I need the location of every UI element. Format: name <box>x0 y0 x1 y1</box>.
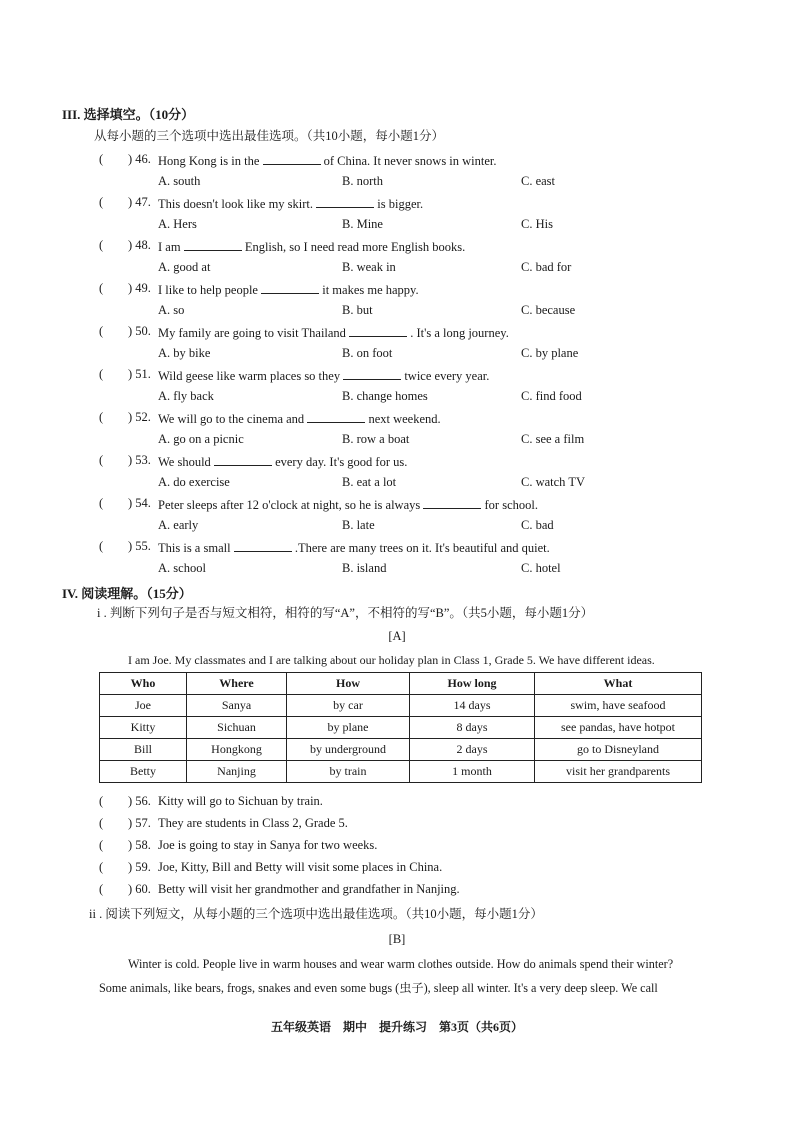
options-row <box>0 346 794 366</box>
question-number: ) 52. <box>128 410 151 424</box>
table-cell: by underground <box>287 739 410 761</box>
question-row <box>0 281 794 301</box>
options-row <box>0 303 794 323</box>
table-cell: 8 days <box>410 717 535 739</box>
options-row <box>0 174 794 194</box>
question-text-after: every day. It's good for us. <box>275 455 408 469</box>
question-text <box>158 410 441 427</box>
question-number: ) 56. <box>128 794 151 808</box>
tf-statement: Kitty will go to Sichuan by train. <box>158 794 323 808</box>
option-a: A. south <box>158 174 201 188</box>
answer-paren[interactable]: ( <box>99 195 104 209</box>
question-number: ) 58. <box>128 838 151 852</box>
question-text <box>158 539 550 556</box>
question-text-after: for school. <box>484 498 538 512</box>
table-cell: 2 days <box>410 739 535 761</box>
question-text-after: .There are many trees on it. It's beautiful and quiet. <box>294 541 550 555</box>
question-text <box>158 281 419 298</box>
answer-paren[interactable]: ( <box>99 539 104 553</box>
passage-b-label: [B] <box>388 932 406 946</box>
answer-blank <box>343 367 401 380</box>
tf-row <box>0 794 794 814</box>
question-text-before: We should <box>158 455 211 469</box>
option-b: B. north <box>342 174 383 188</box>
answer-blank <box>423 496 481 509</box>
option-a: A. school <box>158 561 206 575</box>
question-number: ) 54. <box>128 496 151 510</box>
answer-paren[interactable]: ( <box>99 238 104 252</box>
col-how: How <box>287 673 410 695</box>
question-text-before: Peter sleeps after 12 o'clock at night, so he is always <box>158 498 421 512</box>
table-cell: 1 month <box>410 761 535 783</box>
options-row <box>0 518 794 538</box>
question-text <box>158 496 538 513</box>
question-text-before: We will go to the cinema and <box>158 412 305 426</box>
question-row <box>0 539 794 559</box>
question-text-before: Wild geese like warm places so they <box>158 369 341 383</box>
option-b: B. island <box>342 561 387 575</box>
table-row <box>100 717 702 739</box>
answer-paren[interactable]: ( <box>99 324 104 338</box>
question-text <box>158 238 465 255</box>
option-b: B. row a boat <box>342 432 410 446</box>
question-row <box>0 238 794 258</box>
question-number: ) 50. <box>128 324 151 338</box>
answer-paren[interactable]: ( <box>99 367 104 381</box>
option-c: C. east <box>521 174 556 188</box>
question-text-before: My family are going to visit Thailand <box>158 326 346 340</box>
tf-row <box>0 860 794 880</box>
question-row <box>0 453 794 473</box>
tf-statement: They are students in Class 2, Grade 5. <box>158 816 348 830</box>
option-b: B. change homes <box>342 389 428 403</box>
option-c: C. by plane <box>521 346 579 360</box>
question-text-after: of China. It never snows in winter. <box>323 154 497 168</box>
col-what: What <box>535 673 702 695</box>
passage-a-intro: I am Joe. My classmates and I are talking about our holiday plan in Class 1, Grade 5. We have different ideas. <box>128 653 655 667</box>
option-c: C. see a film <box>521 432 585 446</box>
col-how-long: How long <box>410 673 535 695</box>
option-c: C. because <box>521 303 576 317</box>
table-row <box>100 739 702 761</box>
option-a: A. early <box>158 518 199 532</box>
tf-row <box>0 882 794 902</box>
table-cell: Sichuan <box>187 717 287 739</box>
answer-blank <box>307 410 365 423</box>
options-row <box>0 260 794 280</box>
option-b: B. Mine <box>342 217 383 231</box>
question-text-after: twice every year. <box>404 369 490 383</box>
option-a: A. do exercise <box>158 475 230 489</box>
table-cell: Betty <box>100 761 187 783</box>
answer-blank <box>316 195 374 208</box>
question-text <box>158 152 497 169</box>
question-text <box>158 367 489 384</box>
option-c: C. bad <box>521 518 554 532</box>
passage-a-label: [A] <box>388 629 406 643</box>
holiday-plan-table <box>99 672 702 783</box>
question-row <box>0 152 794 172</box>
table-cell: by plane <box>287 717 410 739</box>
option-b: B. late <box>342 518 375 532</box>
question-text-after: next weekend. <box>368 412 441 426</box>
answer-paren[interactable]: ( <box>99 281 104 295</box>
tf-statement: Joe is going to stay in Sanya for two weeks. <box>158 838 378 852</box>
answer-blank <box>263 152 321 165</box>
tf-statement: Betty will visit her grandmother and grandfather in Nanjing. <box>158 882 460 896</box>
table-header-row <box>100 673 702 695</box>
answer-blank <box>184 238 242 251</box>
table-cell: Kitty <box>100 717 187 739</box>
question-text <box>158 453 407 470</box>
table-cell: by car <box>287 695 410 717</box>
table-cell: by train <box>287 761 410 783</box>
answer-paren[interactable]: ( <box>99 794 104 808</box>
part2-instruction: ii . 阅读下列短文，从每小题的三个选项中选出最佳选项。（共10小题，每小题1分） <box>89 907 543 921</box>
question-text-before: Hong Kong is in the <box>158 154 260 168</box>
option-b: B. eat a lot <box>342 475 397 489</box>
question-number: ) 48. <box>128 238 151 252</box>
question-number: ) 59. <box>128 860 151 874</box>
question-text-before: I am <box>158 240 181 254</box>
question-text-before: This is a small <box>158 541 231 555</box>
table-cell: Hongkong <box>187 739 287 761</box>
col-who: Who <box>100 673 187 695</box>
question-text-after: is bigger. <box>377 197 424 211</box>
section4-title: IV. 阅读理解。（15分） <box>62 586 192 601</box>
option-c: C. watch TV <box>521 475 585 489</box>
table-cell: swim, have seafood <box>535 695 702 717</box>
table-cell: visit her grandparents <box>535 761 702 783</box>
option-c: C. bad for <box>521 260 572 274</box>
table-cell: Bill <box>100 739 187 761</box>
question-row <box>0 367 794 387</box>
option-c: C. His <box>521 217 553 231</box>
question-text-after: . It's a long journey. <box>410 326 509 340</box>
table-row <box>100 761 702 783</box>
option-c: C. hotel <box>521 561 561 575</box>
tf-row <box>0 816 794 836</box>
table-cell: 14 days <box>410 695 535 717</box>
answer-blank <box>234 539 292 552</box>
answer-paren[interactable]: ( <box>99 410 104 424</box>
question-row <box>0 195 794 215</box>
passage-b-line1: Winter is cold. People live in warm houses and wear warm clothes outside. How do animals spend their winter? <box>128 957 674 971</box>
options-row <box>0 389 794 409</box>
question-row <box>0 410 794 430</box>
answer-blank <box>214 453 272 466</box>
question-text <box>158 324 509 341</box>
answer-paren[interactable]: ( <box>99 496 104 510</box>
table-cell: Sanya <box>187 695 287 717</box>
options-row <box>0 432 794 452</box>
question-number: ) 60. <box>128 882 151 896</box>
option-b: B. weak in <box>342 260 396 274</box>
question-number: ) 57. <box>128 816 151 830</box>
question-number: ) 49. <box>128 281 151 295</box>
table-row <box>100 695 702 717</box>
question-number: ) 46. <box>128 152 151 166</box>
answer-paren[interactable]: ( <box>99 453 104 467</box>
option-c: C. find food <box>521 389 582 403</box>
option-b: B. on foot <box>342 346 393 360</box>
table-cell: Joe <box>100 695 187 717</box>
passage-b-line2: Some animals, like bears, frogs, snakes and even some bugs (虫子), sleep all winter. It's a very deep sleep. We call <box>99 981 658 995</box>
question-number: ) 51. <box>128 367 151 381</box>
page-footer: 五年级英语 期中 提升练习 第3页（共6页） <box>270 1020 523 1034</box>
options-row <box>0 561 794 581</box>
option-b: B. but <box>342 303 373 317</box>
answer-blank <box>261 281 319 294</box>
options-row <box>0 217 794 237</box>
part1-instruction: i . 判断下列句子是否与短文相符，相符的写“A”，不相符的写“B”。（共5小题，每小题1分） <box>97 606 594 620</box>
question-number: ) 47. <box>128 195 151 209</box>
question-number: ) 55. <box>128 539 151 553</box>
option-a: A. fly back <box>158 389 214 403</box>
answer-paren[interactable]: ( <box>99 882 104 896</box>
options-row <box>0 475 794 495</box>
question-row <box>0 496 794 516</box>
table-cell: Nanjing <box>187 761 287 783</box>
answer-blank <box>349 324 407 337</box>
question-text-after: it makes me happy. <box>322 283 419 297</box>
option-a: A. by bike <box>158 346 211 360</box>
answer-paren[interactable]: ( <box>99 860 104 874</box>
table-cell: go to Disneyland <box>535 739 702 761</box>
option-a: A. go on a picnic <box>158 432 244 446</box>
question-row <box>0 324 794 344</box>
tf-statement: Joe, Kitty, Bill and Betty will visit some places in China. <box>158 860 443 874</box>
col-where: Where <box>187 673 287 695</box>
question-number: ) 53. <box>128 453 151 467</box>
question-text-before: I like to help people <box>158 283 258 297</box>
section3-instruction: 从每小题的三个选项中选出最佳选项。（共10小题，每小题1分） <box>94 129 445 143</box>
question-text-before: This doesn't look like my skirt. <box>158 197 314 211</box>
option-a: A. good at <box>158 260 211 274</box>
question-text-after: English, so I need read more English books. <box>244 240 466 254</box>
option-a: A. so <box>158 303 185 317</box>
table-cell: see pandas, have hotpot <box>535 717 702 739</box>
option-a: A. Hers <box>158 217 197 231</box>
question-text <box>158 195 423 212</box>
answer-paren[interactable]: ( <box>99 152 104 166</box>
answer-paren[interactable]: ( <box>99 838 104 852</box>
answer-paren[interactable]: ( <box>99 816 104 830</box>
section3-title: III. 选择填空。（10分） <box>62 107 195 122</box>
tf-row <box>0 838 794 858</box>
